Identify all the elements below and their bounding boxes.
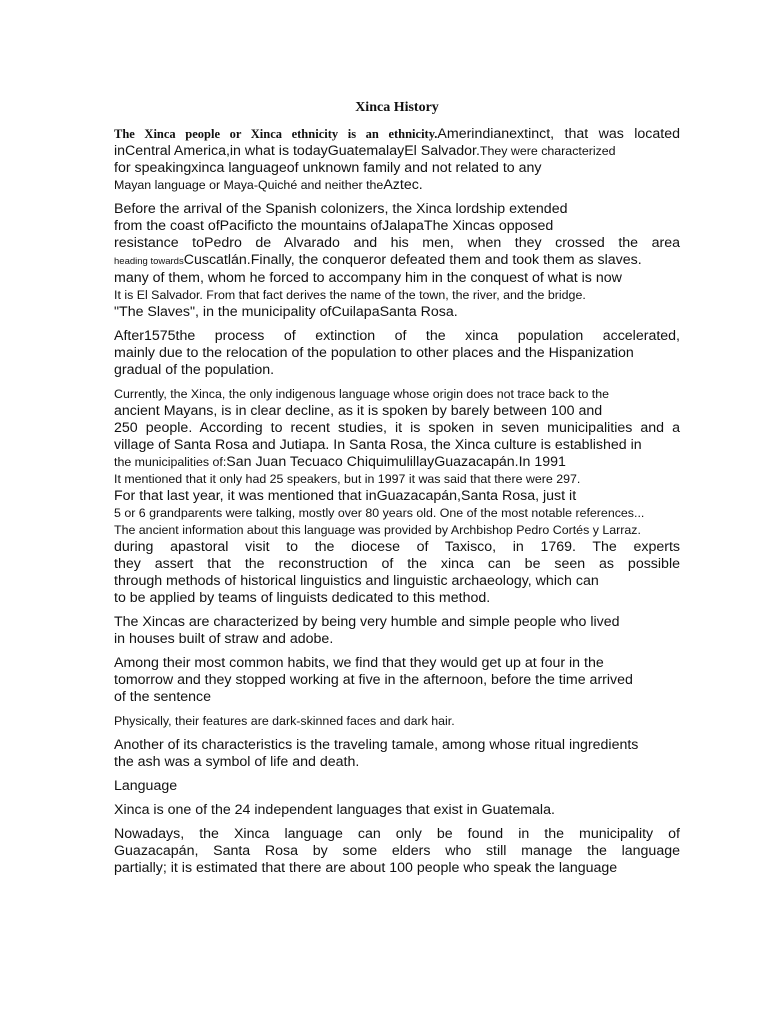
paragraph-line: for speakingxinca languageof unknown family and not related to any [114, 160, 542, 176]
paragraph-line: many of them, whom he forced to accompany him in the conquest of what is now [114, 270, 622, 286]
paragraph-line: 250 people. According to recent studies, it is spoken in seven municipalities and a [114, 420, 680, 436]
paragraph-line: The Xincas are characterized by being very humble and simple people who lived [114, 614, 620, 630]
text-run: Amerindianextinct, that was located [437, 126, 680, 142]
paragraph-line: ancient Mayans, is in clear decline, as it is spoken by barely between 100 and [114, 403, 603, 419]
text-run: the municipalities of: [114, 455, 227, 469]
paragraph-habits [114, 655, 680, 706]
paragraph-current-status [114, 386, 680, 607]
paragraph-line [114, 143, 680, 160]
paragraph-spanish-arrival [114, 201, 680, 321]
paragraph-line: Among their most common habits, we find that they would get up at four in the [114, 655, 604, 671]
paragraph-line: village of Santa Rosa and Jutiapa. In Santa Rosa, the Xinca culture is established in [114, 437, 642, 453]
paragraph-extinction [114, 328, 680, 379]
text-run: Mayan language or Maya-Quiché and neither the [114, 178, 384, 192]
paragraph-line: After1575the process of extinction of the xinca population accelerated, [114, 328, 680, 344]
text-run: They were characterized [479, 144, 616, 158]
text-run: The Xinca people or Xinca ethnicity is an ethnicity. [114, 127, 438, 141]
paragraph-line: the ash was a symbol of life and death. [114, 754, 360, 770]
text-run: inCentral America,in what is todayGuatemalayEl Salvador. [114, 143, 480, 159]
document-title: Xinca History [355, 100, 439, 115]
document-page [114, 96, 680, 884]
paragraph-nowadays [114, 826, 680, 877]
paragraph-line: 5 or 6 grandparents were talking, mostly over 80 years old. One of the most notable references... [114, 506, 645, 520]
text-run: heading towards [114, 256, 184, 267]
paragraph-line: gradual of the population. [114, 362, 275, 378]
paragraph-tamale [114, 737, 680, 771]
paragraph-intro [114, 126, 680, 194]
paragraph-line: partially; it is estimated that there are about 100 people who speak the language [114, 860, 618, 876]
paragraph-line [114, 177, 680, 194]
paragraph-line [114, 252, 680, 270]
paragraph-line: from the coast ofPacificto the mountains ofJalapaThe Xincas opposed [114, 218, 554, 234]
paragraph-line: during apastoral visit to the diocese of Taxisco, in 1769. The experts [114, 539, 680, 555]
paragraph-line: Currently, the Xinca, the only indigenous language whose origin does not trace back to the [114, 387, 610, 401]
paragraph-line: of the sentence [114, 689, 212, 705]
paragraph-languages-count: Xinca is one of the 24 independent languages that exist in Guatemala. [114, 802, 555, 818]
paragraph-line: resistance toPedro de Alvarado and his men, when they crossed the area [114, 235, 680, 251]
heading-language: Language [114, 778, 178, 794]
paragraph-line: It is El Salvador. From that fact derives the name of the town, the river, and the bridge. [114, 288, 586, 302]
text-run: San Juan Tecuaco ChiquimulillayGuazacapán.In 1991 [226, 454, 566, 470]
paragraph-line: Before the arrival of the Spanish colonizers, the Xinca lordship extended [114, 201, 568, 217]
text-run: Cuscatlán.Finally, the conqueror defeated them and took them as slaves. [183, 252, 642, 268]
paragraph-line: in houses built of straw and adobe. [114, 631, 334, 647]
paragraph-line: Another of its characteristics is the traveling tamale, among whose ritual ingredients [114, 737, 639, 753]
paragraph-line [114, 126, 680, 143]
paragraph-line: mainly due to the relocation of the population to other places and the Hispanization [114, 345, 634, 361]
paragraph-line: Guazacapán, Santa Rosa by some elders who still manage the language [114, 843, 680, 859]
paragraph-physical: Physically, their features are dark-skinned faces and dark hair. [114, 714, 455, 728]
paragraph-line: The ancient information about this language was provided by Archbishop Pedro Cortés y Larraz. [114, 523, 641, 537]
paragraph-line: tomorrow and they stopped working at five in the afternoon, before the time arrived [114, 672, 633, 688]
paragraph-line: through methods of historical linguistics and linguistic archaeology, which can [114, 573, 599, 589]
paragraph-characterized [114, 614, 680, 648]
paragraph-line: to be applied by teams of linguists dedicated to this method. [114, 590, 491, 606]
paragraph-line: Nowadays, the Xinca language can only be found in the municipality of [114, 826, 680, 842]
text-run: Aztec. [383, 177, 423, 193]
paragraph-line: "The Slaves", in the municipality ofCuilapaSanta Rosa. [114, 304, 458, 320]
paragraph-line: they assert that the reconstruction of the xinca can be seen as possible [114, 556, 680, 572]
paragraph-line: For that last year, it was mentioned that inGuazacapán,Santa Rosa, just it [114, 488, 577, 504]
paragraph-line [114, 454, 680, 471]
paragraph-line: It mentioned that it only had 25 speakers, but in 1997 it was said that there were 297. [114, 472, 581, 486]
